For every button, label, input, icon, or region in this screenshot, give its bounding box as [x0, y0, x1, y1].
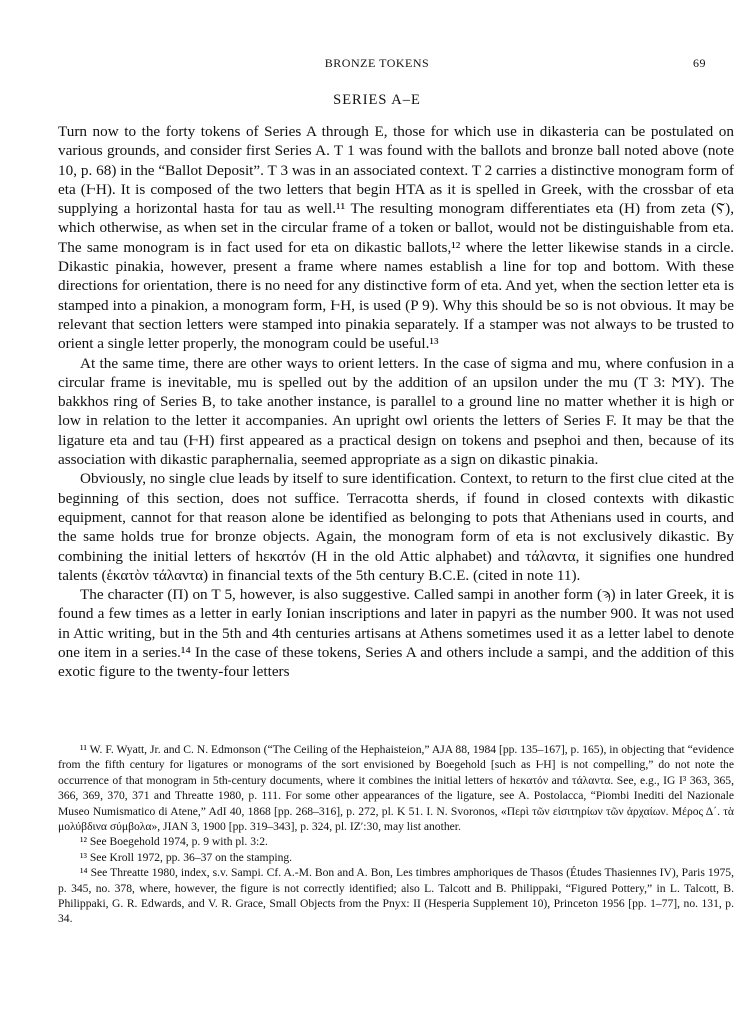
paragraph-4: The character (Π) on T 5, however, is also suggestive. Called sampi in another form (ϡ) in later Greek, it is found a few times as a letter in early Ionian inscriptions and later in papyri as the number 900. It was not used in Attic writing, but in the 5th and 4th centuries artisans at Athens sometimes used it as a letter label to denote one item in a series.¹⁴ In the case of these tokens, Series A and others include a sampi, and the addition of this exotic figure to the twenty-four letters	[58, 586, 734, 681]
page-number: 69	[693, 56, 706, 70]
body-text	[58, 122, 734, 682]
footnote-14: ¹⁴ See Threatte 1980, index, s.v. Sampi. Cf. A.-M. Bon and A. Bon, Les timbres amphoriques de Thasos (Études Thasiennes IV), Paris 1975, p. 345, no. 378, where, however, the figure is not correctly identified; also L. Talcott and B. Philippaki, “Figured Pottery,” in L. Talcott, B. Philippaki, G. R. Edwards, and V. R. Grace, Small Objects from the Pnyx: II (Hesperia Supplement 10), Princeton 1956 [pp. 1–77], no. 131, p. 34.	[58, 866, 734, 926]
paragraph-3: Obviously, no single clue leads by itself to sure identification. Context, to return to the first clue cited at the beginning of this section, does not suffice. Terracotta sherds, if found in closed contexts with dikastic equipment, cannot for that reason alone be identified as belonging to pots that Athenians used in courts, and the same holds true for bronze objects. Again, the monogram form of eta is not exclusively dikastic. By combining the initial letters of hεκατόν (H in the old Attic alphabet) and τάλαντα, it signifies one hundred talents (ἑκατὸν τάλαντα) in financial texts of the 5th century B.C.E. (cited in note 11).	[58, 470, 734, 584]
paragraph-2: At the same time, there are other ways to orient letters. In the case of sigma and mu, where confusion in a circular frame is inevitable, mu is spelled out by the addition of an upsilon under the mu (T 3: ϺY). The bakkhos ring of Series B, to take another instance, is parallel to a ground line no matter whether it is high or low in relation to the letter it accompanies. An upright owl orients the letters of Series F. It may be that the ligature eta and tau (ⱵΗ) first appeared as a practical design on tokens and psephoi and then, because of its association with dikastic paraphernalia, seemed appropriate as a sign on dikastic pinakia.	[58, 354, 734, 469]
footnote-13: ¹³ See Kroll 1972, pp. 36–37 on the stamping.	[80, 850, 293, 864]
footnote-12: ¹² See Boegehold 1974, p. 9 with pl. 3:2.	[80, 835, 268, 849]
footnotes	[58, 742, 734, 927]
running-title: BRONZE TOKENS	[324, 56, 430, 70]
section-title: SERIES A–E	[333, 92, 421, 108]
footnote-11: ¹¹ W. F. Wyatt, Jr. and C. N. Edmonson (“The Ceiling of the Hephaisteion,” AJA 88, 1984 [pp. 135–167], p. 165), in objecting that “evidence from the fifth century for ligatures or monograms of the sort envisioned by Boegehold [such as ⱵΗ] is not compelling,” do not note the occurrence of that monogram in 5th-century documents, where it combines the initial letters of hεκατόν and τάλαντα. See, e.g., IG I³ 363, 365, 366, 369, 370, 371 and Threatte 1980, p. 111. For some other appearances of the ligature, see A. Postolacca, “Piombi Inediti del Nazionale Museo Numismatico di Atene,” AdI 40, 1868 [pp. 268–316], p. 272, pl. K 51. I. N. Svoronos, «Περὶ τῶν εἰσιτηρίων τῶν ἀρχαίων. Μέρος Δ΄. τὰ μολύβδινα σύμβολα», JIAN 3, 1900 [pp. 319–343], p. 324, pl. IZ′:30, may list another.	[58, 743, 734, 834]
paragraph-1: Turn now to the forty tokens of Series A through E, those for which use in dikasteria can be postulated on various grounds, and consider first Series A. T 1 was found with the ballots and bronze ball noted above (note 10, p. 68) in the “Ballot Deposit”. T 3 was in an associated context. T 2 carries a distinctive monogram form of eta (ⱵΗ). It is composed of the two letters that begin HTA as it is spelled in Greek, with the crossbar of eta supplying a horizontal hasta for tau as well.¹¹ The resulting monogram differentiates eta (H) from zeta (Ⲋ), which otherwise, as when set in the circular frame of a token or ballot, would not be distinguishable from eta. The same monogram is in fact used for eta on dikastic ballots,¹² where the letter likewise stands in a circle. Dikastic pinakia, however, present a frame where names establish a line for top and bottom. With these directions for orientation, there is no need for any distinctive form of eta. And yet, when the section letter eta is stamped into a pinakion, a monogram form, ⱵΗ, is used (P 9). Why this should be so is not obvious. It may be relevant that section letters were stamped into pinakia separately. If a stamper was not always to be trusted to orient a single letter properly, the monogram could be useful.¹³	[58, 123, 734, 353]
